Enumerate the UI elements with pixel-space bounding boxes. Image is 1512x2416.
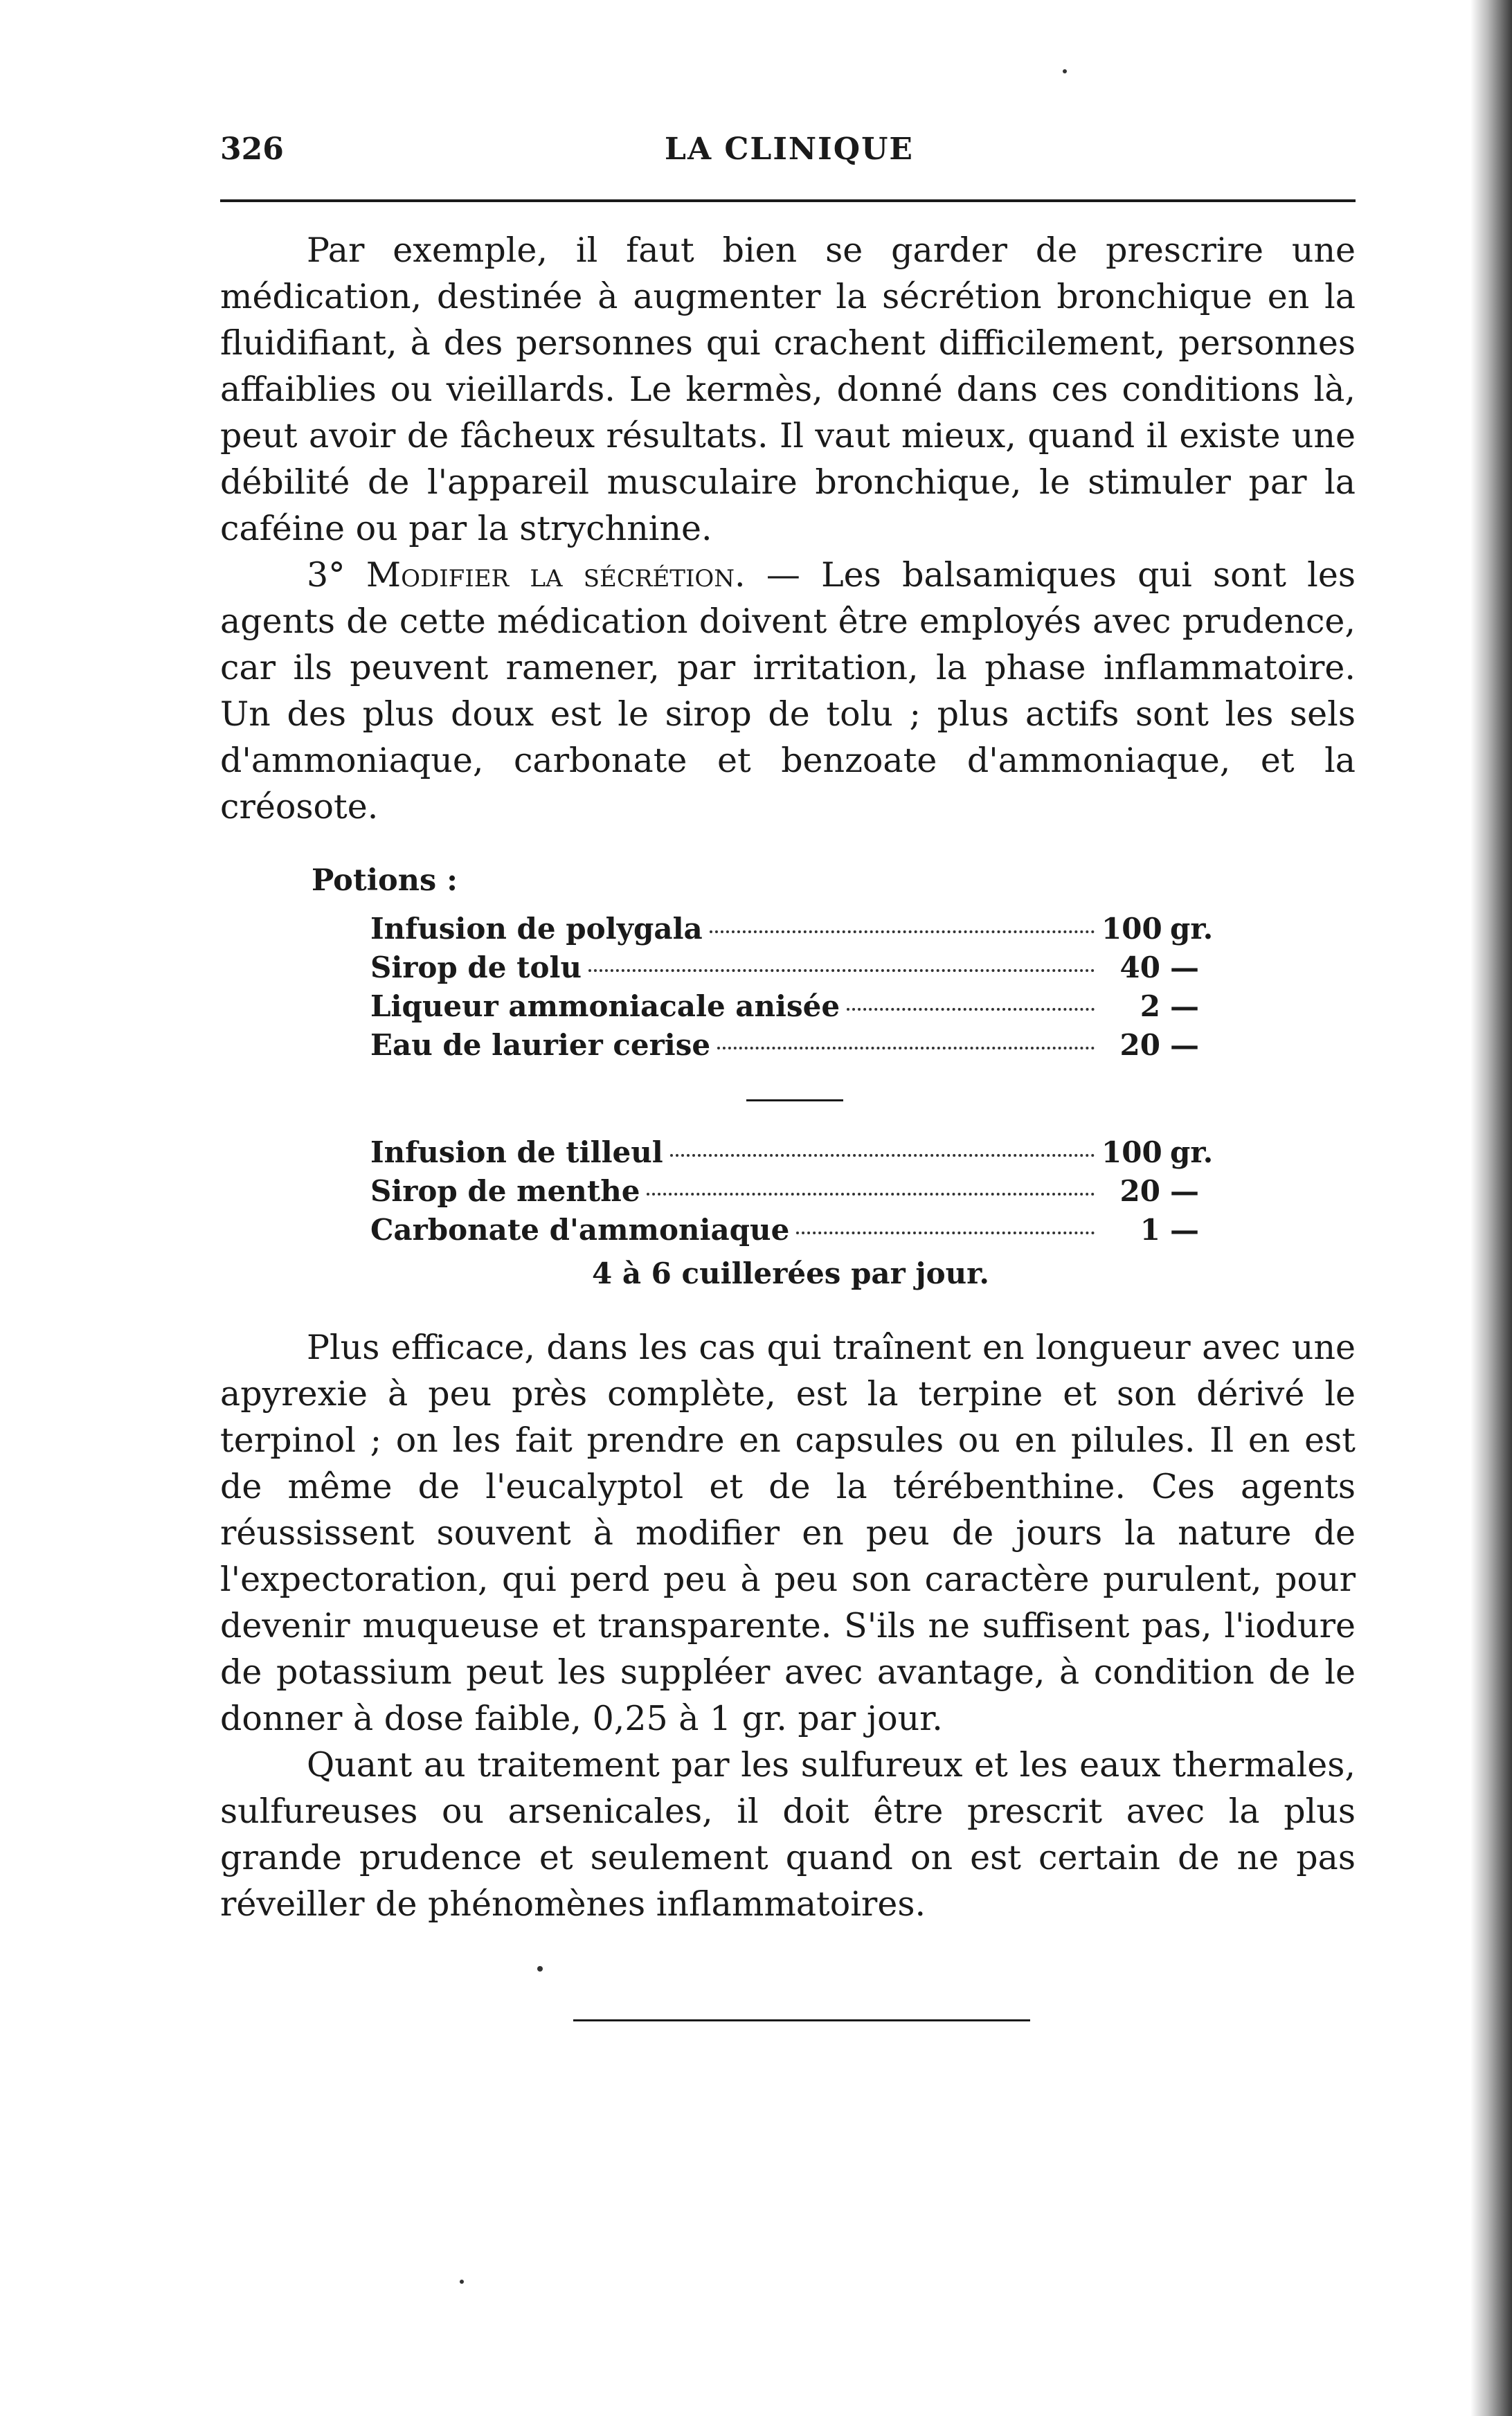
dot-leader [670, 1154, 1095, 1157]
ingredient-quantity: 2 [1140, 989, 1160, 1023]
section-heading: 3° Modifier la sécrétion. [307, 555, 746, 595]
ingredient-name: Eau de laurier cerise [370, 1028, 711, 1062]
formula-row [370, 912, 1218, 950]
ingredient-quantity: 100 [1101, 1135, 1162, 1169]
formula-row [370, 1028, 1218, 1067]
ingredient-unit: — [1170, 1028, 1199, 1062]
stray-mark [460, 2280, 464, 2284]
header-rule [220, 199, 1356, 202]
ingredient-name: Sirop de tolu [370, 950, 582, 984]
page-number: 326 [220, 132, 284, 167]
running-title: LA CLINIQUE [665, 132, 914, 167]
formula-separator [746, 1099, 843, 1101]
formula-row [370, 1213, 1218, 1252]
ingredient-name: Infusion de tilleul [370, 1135, 663, 1169]
ingredient-unit: — [1170, 989, 1199, 1023]
paragraph-2-body: — Les balsamiques qui sont les agents de cette médication doivent être employés avec prudence, car ils peuvent ramener, par irritation, la phase inflammatoire. Un des plus doux est le sirop de tolu ; plus actifs sont les sels d'ammoniaque, carbonate et benzoate d'ammoniaque, et la créosote. [220, 555, 1356, 827]
formula-row [370, 1135, 1218, 1174]
paragraph-2 [220, 552, 1356, 830]
ingredient-unit: — [1170, 1213, 1199, 1247]
ingredient-unit: — [1170, 1174, 1199, 1208]
dot-leader [588, 969, 1095, 972]
stray-mark [537, 1966, 543, 1972]
ingredient-unit: gr. [1170, 1135, 1214, 1169]
ingredient-quantity: 20 [1119, 1174, 1160, 1208]
paragraph-block-top [220, 227, 1356, 830]
paragraph-block-bottom [220, 1324, 1356, 1927]
dot-leader [710, 930, 1095, 933]
paragraph-3: Plus efficace, dans les cas qui traînent en longueur avec une apyrexie à peu près complète, est la terpine et son dérivé le terpinol ; on les fait prendre en capsules ou en pilules. Il en est de même de l'eucalyptol et de la térébenthine. Ces agents réussissent souvent à modifier en peu de jours la nature de l'expectoration, qui perd peu à peu son caractère purulent, pour devenir muqueuse et transparente. S'ils ne suffisent pas, l'iodure de potassium peut les suppléer avec avantage, à condition de le donner à dose faible, 0,25 à 1 gr. par jour. [220, 1328, 1356, 1738]
ingredient-quantity: 20 [1119, 1028, 1160, 1062]
ingredient-name: Carbonate d'ammoniaque [370, 1213, 790, 1247]
formula-row [370, 989, 1218, 1028]
formula-row [370, 950, 1218, 989]
potions-label: Potions : [312, 863, 458, 898]
stray-mark [1063, 69, 1067, 73]
paragraph-4: Quant au traitement par les sulfureux et les eaux thermales, sulfureuses ou arsenicales, il doit être prescrit avec la plus grande prudence et seulement quand on est certain de ne pas réveiller de phénomènes inflammatoires. [220, 1745, 1356, 1924]
paragraph-1: Par exemple, il faut bien se garder de prescrire une médication, destinée à augmenter la sécrétion bronchique en la fluidifiant, à des personnes qui crachent difficilement, personnes affaiblies ou vieillards. Le kermès, donné dans ces conditions là, peut avoir de fâcheux résultats. Il vaut mieux, quand il existe une débilité de l'appareil musculaire bronchique, le stimuler par la caféine ou par la strychnine. [220, 231, 1356, 548]
ingredient-name: Sirop de menthe [370, 1174, 640, 1208]
ingredient-unit: — [1170, 950, 1199, 984]
ingredient-name: Infusion de polygala [370, 912, 703, 946]
scan-edge-shadow [1470, 0, 1512, 2416]
dot-leader [647, 1193, 1095, 1196]
formula-row [370, 1174, 1218, 1213]
ingredient-quantity: 1 [1140, 1213, 1160, 1247]
dot-leader [796, 1232, 1095, 1234]
dot-leader [847, 1008, 1095, 1011]
ingredient-quantity: 40 [1119, 950, 1160, 984]
ingredient-quantity: 100 [1101, 912, 1162, 946]
ingredient-unit: gr. [1170, 912, 1214, 946]
closing-rule [573, 2019, 1030, 2021]
dosage-line: 4 à 6 cuillerées par jour. [592, 1256, 990, 1290]
dot-leader [717, 1047, 1095, 1049]
ingredient-name: Liqueur ammoniacale anisée [370, 989, 840, 1023]
